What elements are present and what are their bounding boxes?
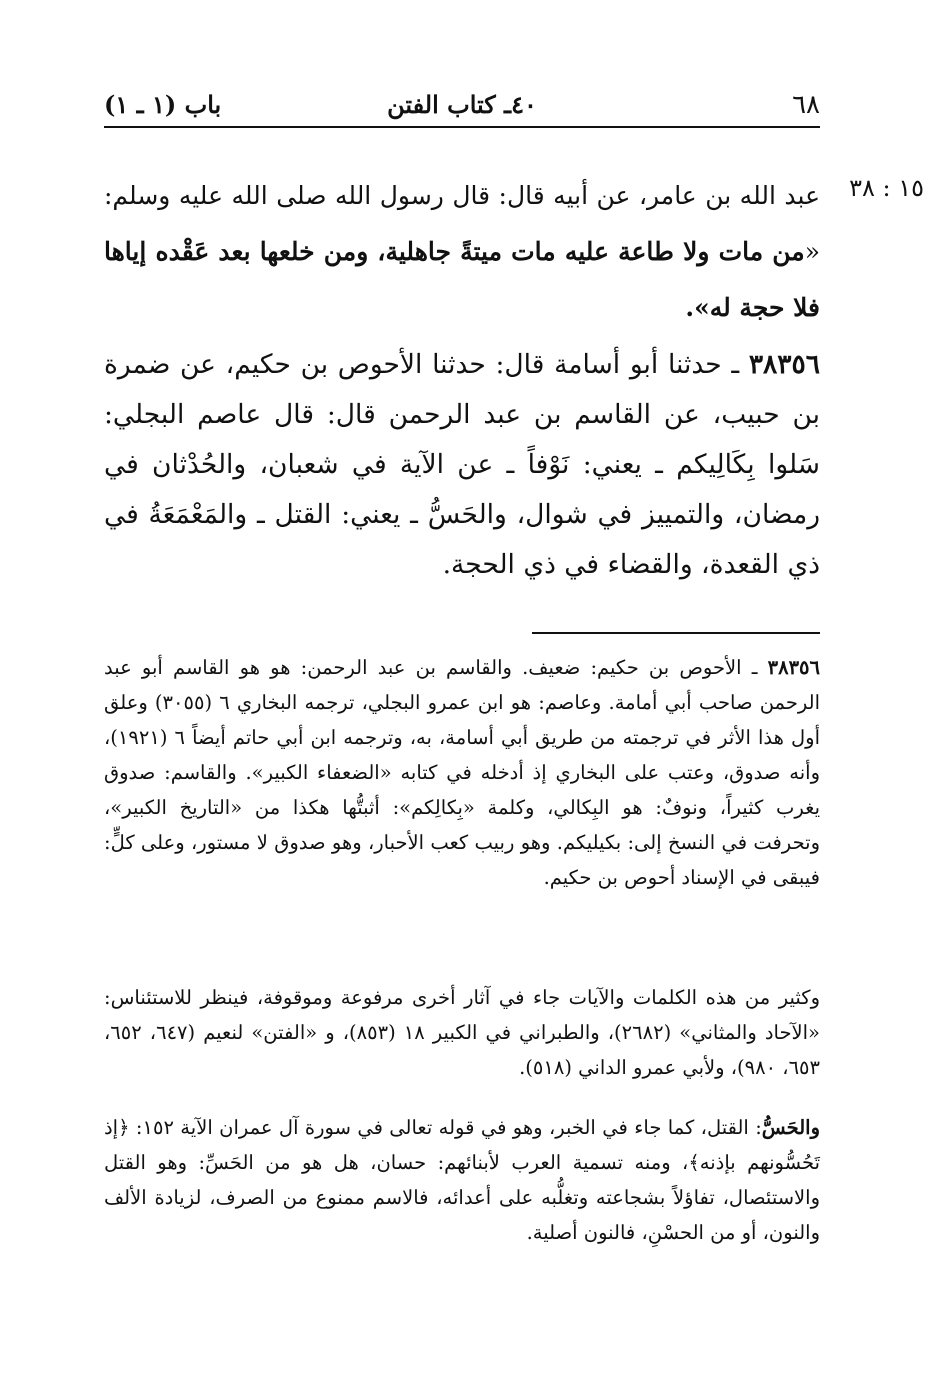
athar-entry	[104, 340, 820, 590]
chapter-label: باب (١ ـ ١)	[104, 90, 222, 119]
footnote-3	[104, 1110, 820, 1250]
footnote-1	[104, 650, 820, 895]
footnote-2: وكثير من هذه الكلمات والآيات جاء في آثار أخرى مرفوعة وموقوفة، فينظر للاستئناس: «الآحاد والمثاني» (٢٦٨٢)، والطبراني في الكبير ١٨ (٨٥٣)، و «الفتن» لنعيم (٦٤٧، ٦٥٢، ٦٥٣، ٩٨٠)، ولأبي عمرو الداني (٥١٨).	[104, 986, 820, 1079]
hadith-intro: عبد الله بن عامر، عن أبيه قال: قال رسول الله صلى الله عليه وسلم: «	[104, 181, 820, 266]
footnote-lead-term: والحَسُّ	[761, 1116, 821, 1139]
footnote-text: : القتل، كما جاء في الخبر، وهو في قوله تعالى في سورة آل عمران الآية ١٥٢: ﴿إذ تَحُسُّونهم بإذنه﴾، ومنه تسمية العرب لأبنائهم: حسان، هل هو من الحَسِّ: وهو القتل والاستئصال، تفاؤلاً بشجاعته وتغلُّبه على أعدائه، فالاسم ممنوع من الصرف، لزيادة الألف والنون، أو من الحسْنِ، فالنون أصلية.	[104, 1116, 820, 1244]
entry-text: ـ حدثنا أبو أسامة قال: حدثنا الأحوص بن حكيم، عن ضمرة بن حبيب، عن القاسم بن عبد الرحمن قال: قال عاصم البجلي: سَلوا بِكَالِيكم ـ يعني: نَوْفاً ـ عن الآية في شعبان، والحُدْثان في رمضان، والتمييز في شوال، والحَسُّ ـ يعني: القتل ـ والمَعْمَعَةُ في ذي القعدة، والقضاء في ذي الحجة.	[104, 349, 820, 580]
footnote-number: ٣٨٣٥٦	[767, 656, 820, 679]
hadith-text: من مات ولا طاعة عليه مات ميتةً جاهلية، ومن خلعها بعد عَقْده إياها فلا حجة له	[104, 237, 820, 322]
book-title: ٤٠ـ كتاب الفتن	[387, 90, 537, 119]
entry-number: ٣٨٣٥٦	[748, 349, 820, 380]
hadith-continuation	[104, 168, 820, 336]
footnote-divider	[532, 632, 820, 634]
footnote-text: ـ الأحوص بن حكيم: ضعيف. والقاسم بن عبد الرحمن: هو هو القاسم أبو عبد الرحمن صاحب أبي أمامة. وعاصم: هو ابن عمرو البجلي، ترجمه البخاري ٦ (٣٠٥٥) وعلق أول هذا الأثر في ترجمته من طريق أبي أسامة، به، وترجمه ابن أبي حاتم أيضاً ٦ (١٩٢١)، وأنه صدوق، وعتب على البخاري إذ أدخله في كتابه «الضعفاء الكبير». والقاسم: صدوق يغرب كثيراً، ونوفٌ: هو البِكالي، وكلمة «بِكالِكم»: أثبتُّها هكذا من «التاريخ الكبير»، وتحرفت في النسخ إلى: بكيليكم. وهو ربيب كعب الأحبار، وهو صدوق لا مستور، وعلى كلٍّ: فيبقى في الإسناد أحوص بن حكيم.	[104, 656, 821, 889]
running-header	[104, 86, 820, 128]
hadith-close: ».	[685, 293, 710, 322]
margin-reference: ١٥ : ٣٨	[849, 174, 924, 202]
page-number: ٦٨	[792, 90, 820, 120]
